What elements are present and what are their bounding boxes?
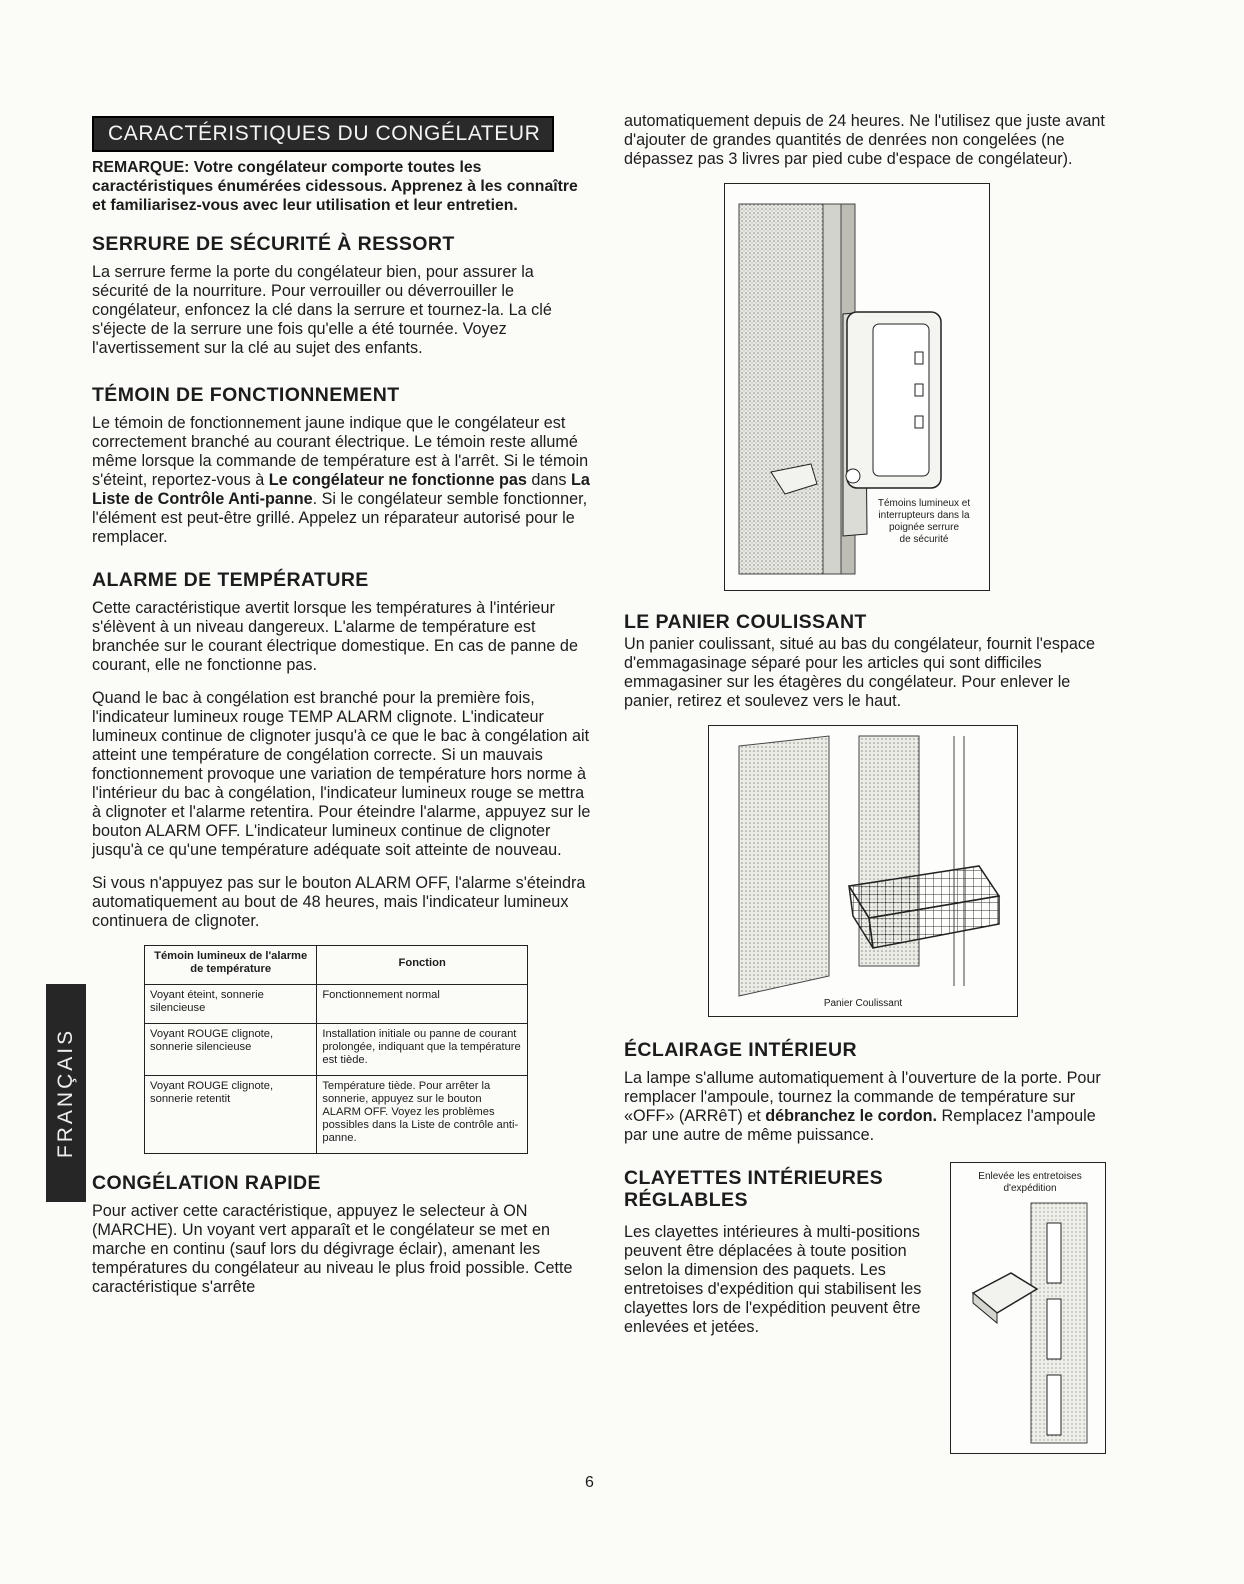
alarm-table [144,945,528,1154]
right-column [624,112,1114,1351]
table-header-row [145,946,528,985]
heading-fast-freeze: CONGÉLATION RAPIDE [92,1172,321,1194]
table-header: Témoin lumineux de l'alarme de température [145,946,317,985]
alarm-text-1: Cette caractéristique avertit lorsque les températures à l'intérieur s'élèvent à un niveau dangereux. L'alarme de température est branchée sur le courant électrique domestique. En cas de panne de courant, elle ne fonctionne pas. [92,599,578,674]
heading-shelves: CLAYETTES INTÉRIEURES RÉGLABLES [624,1167,884,1211]
shelves-illustration [951,1163,1105,1453]
lock-handle-figure [724,183,990,591]
heading-basket: LE PANIER COULISSANT [624,611,867,633]
alarm-text-2: Quand le bac à congélation est branché pour la première fois, l'indicateur lumineux rouge TEMP ALARM clignote. L'indicateur lumineux continue de clignoter jusqu'à ce que le bac à congélation ait atteint une température de congélation correcte. Si un mauvais fonctionnement provoque une variation de température hors norme à l'intérieur du bac à congélation, l'indicateur lumineux rouge se mettra à clignoter et l'alarme retentira. Pour éteindre l'alarme, appuyez sur le bouton ALARM OFF. L'indicateur lumineux continue de clignoter jusqu'à ce qu'une température adéquate soit atteinte de nouveau. [92,689,591,859]
remark-note: REMARQUE: Votre congélateur comporte toutes les caractéristiques énumérées cidessous. Apprenez à les connaître et familiarisez-vous avec leur utilisation et leur entretien. [92,159,578,214]
table-row [145,1024,528,1076]
table-cell: Voyant ROUGE clignote, sonnerie silencieuse [145,1024,317,1076]
basket-figure [708,725,1018,1017]
heading-power-light: TÉMOIN DE FONCTIONNEMENT [92,384,400,406]
shelves-figure-caption: Enlevée les entretoises d'expédition [978,1171,1082,1194]
power-light-text: Le témoin de fonctionnement jaune indique que le congélateur est correctement branché au courant électrique. Le témoin reste allumé même lorsque la commande de température est à l'arrêt. Si le témoin s'éteint, reportez-vous à Le congélateur ne fonctionne pas dans La Liste de Contrôle Anti-panne. Si le congélateur semble fonctionner, l'élément est peut-être grillé. Appelez un réparateur autorisé pour le remplacer. [92,414,590,546]
lock-text: La serrure ferme la porte du congélateur bien, pour assurer la sécurité de la nourriture. Pour verrouiller ou déverrouiller le congélateur, enfoncez la clé dans la serrure et tournez-la. La clé s'éjecte de la serrure une fois qu'elle a été tournée. Voyez l'avertissement sur la clé au sujet des enfants. [92,263,552,357]
heading-lock: SERRURE DE SÉCURITÉ À RESSORT [92,233,455,255]
basket-figure-caption: Panier Coulissant [823,998,903,1009]
shelves-figure-box [950,1162,1106,1454]
table-cell: Température tiède. Pour arrêter la sonnerie, appuyez sur le bouton ALARM OFF. Voyez les problèmes possibles dans la Liste de contrôle anti-panne. [317,1076,528,1154]
alarm-text-3: Si vous n'appuyez pas sur le bouton ALARM OFF, l'alarme s'éteindra automatiquement au bout de 48 heures, mais l'indicateur lumineux continuera de clignoter. [92,874,586,930]
basket-illustration [709,726,1017,1016]
section-banner: CARACTÉRISTIQUES DU CONGÉLATEUR [92,116,554,152]
page-number: 6 [585,1474,594,1491]
table-row [145,1076,528,1154]
table-cell: Voyant ROUGE clignote, sonnerie retentit [145,1076,317,1154]
table-row [145,985,528,1024]
left-column [92,112,592,1311]
table-cell: Fonctionnement normal [317,985,528,1024]
heading-lighting: ÉCLAIRAGE INTÉRIEUR [624,1039,857,1061]
basket-text: Un panier coulissant, situé au bas du congélateur, fournit l'espace d'emmagasinage séparé pour les articles qui sont difficiles emmagasiner sur les étagères du congélateur. Pour enlever le panier, retirez et soulevez vers le haut. [624,635,1096,710]
continued-text: automatiquement depuis de 24 heures. Ne l'utilisez que juste avant d'ajouter de grandes quantités de denrées non congelées (ne dépassez pas 3 livres par pied cube d'espace de congélateur). [624,112,1105,168]
lighting-text: La lampe s'allume automatiquement à l'ouverture de la porte. Pour remplacer l'ampoule, tournez la commande de température sur «OFF» (ARRêT) et débranchez le cordon. Remplacez l'ampoule par une autre de même puissance. [624,1069,1101,1144]
shelves-text: Les clayettes intérieures à multi-positions peuvent être déplacées à toute position selon la dimension des paquets. Les entretoises d'expédition qui stabilisent les clayettes lors de l'expédition peuvent être enlevées et jetées. [624,1223,922,1336]
table-cell: Installation initiale ou panne de courant prolongée, indiquant que la température est tiède. [317,1024,528,1076]
lock-figure-caption: Témoins lumineux et interrupteurs dans la poignée serrure de sécurité [877,498,971,545]
table-header: Fonction [317,946,528,985]
fast-freeze-text: Pour activer cette caractéristique, appuyez le selecteur à ON (MARCHE). Un voyant vert apparaît et le congélateur se met en marche en continu (sauf lors du dégivrage éclair), amenant les températures du congélateur au niveau le plus froid possible. Cette caractéristique s'arrête [92,1202,573,1296]
heading-alarm: ALARME DE TEMPÉRATURE [92,569,369,591]
table-cell: Voyant éteint, sonnerie silencieuse [145,985,317,1024]
language-side-tab: FRANÇAIS [46,984,86,1202]
